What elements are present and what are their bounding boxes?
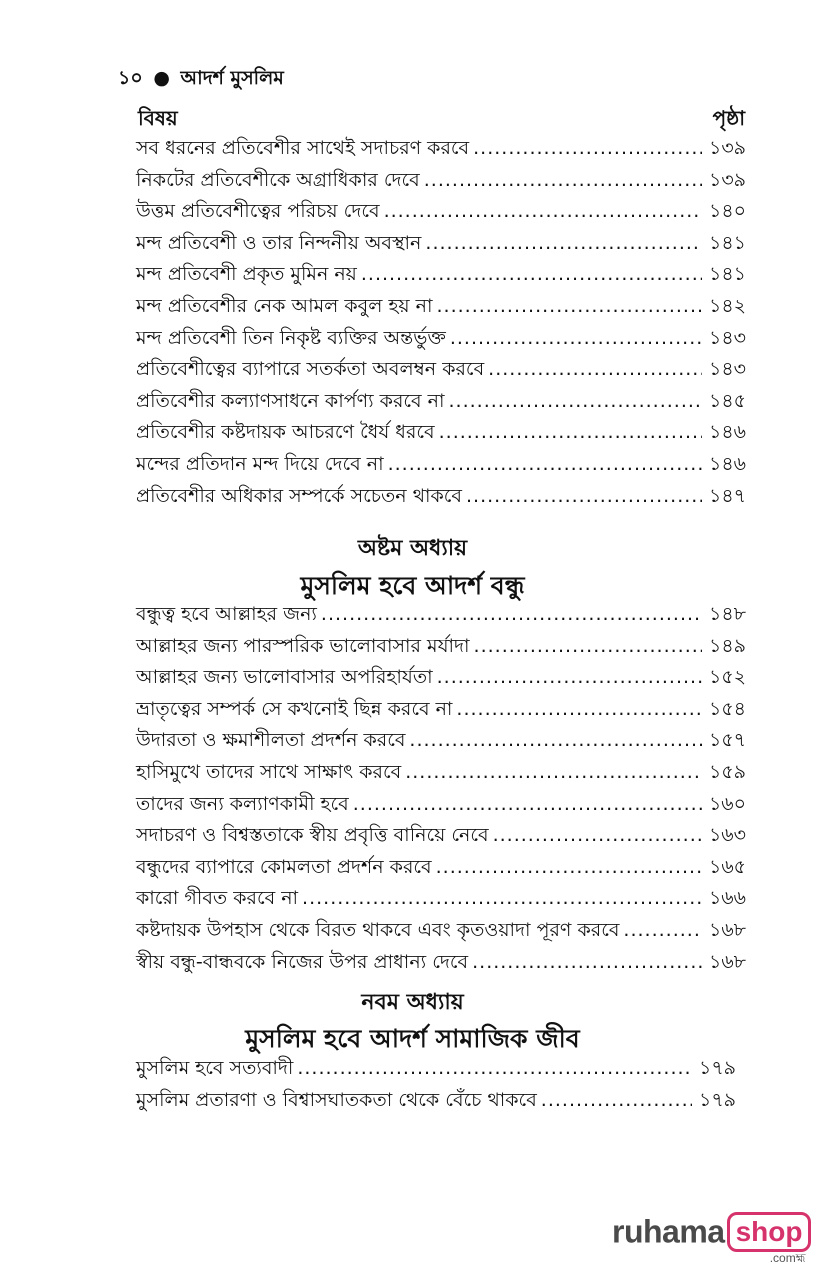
toc-entry-page: ১৬৮ xyxy=(708,918,746,941)
toc-entry-page: ১৪৮ xyxy=(709,603,746,625)
toc-entry-title: হাসিমুখে তাদের সাথে সাক্ষাৎ করবে xyxy=(136,760,402,783)
chapter-9-number: নবম অধ্যায় xyxy=(361,990,464,1015)
running-header xyxy=(118,64,284,96)
toc-entry-title: মন্দের প্রতিদান মন্দ দিয়ে দেবে না xyxy=(136,452,384,475)
toc-entry-title: বন্ধুদের ব্যাপারে কোমলতা প্রদর্শন করবে xyxy=(136,855,432,878)
dot-leader xyxy=(623,915,702,947)
toc-entry-page: ১৫৪ xyxy=(709,697,746,720)
toc-entry-page: ১৪১ xyxy=(709,231,746,254)
toc-entry-title: মুসলিম হবে সত্যবাদী xyxy=(136,1057,294,1079)
toc-entry-title: আল্লাহর জন্য পারস্পরিক ভালোবাসার মর্যাদা xyxy=(136,634,470,657)
toc-entry-page: ১৪৬ xyxy=(708,421,746,444)
toc-entry xyxy=(136,291,746,323)
toc-entry xyxy=(136,820,746,852)
page-number: ১০ xyxy=(118,67,143,89)
toc-entry-title: উত্তম প্রতিবেশীত্বের পরিচয় দেবে xyxy=(136,200,380,223)
page-column-heading: পৃষ্ঠা xyxy=(712,106,745,130)
logo-brand-text: ruhama xyxy=(612,1213,725,1250)
toc-entry xyxy=(136,947,746,979)
book-title: আদর্শ মুসলিম xyxy=(180,67,284,89)
toc-entry xyxy=(136,662,746,694)
dot-leader xyxy=(436,852,702,884)
toc-entry xyxy=(136,354,746,386)
dot-leader xyxy=(439,417,702,449)
toc-entry xyxy=(136,323,746,355)
toc-entry xyxy=(136,694,746,726)
dot-leader xyxy=(388,449,702,481)
toc-entry-title: সব ধরনের প্রতিবেশীর সাথেই সদাচরণ করবে xyxy=(136,137,470,159)
dot-leader xyxy=(466,481,702,513)
toc-entry-title: সদাচরণ ও বিশ্বস্ততাকে স্বীয় প্রবৃত্তি বানিয়ে নেবে xyxy=(136,824,489,847)
toc-entry xyxy=(136,725,746,757)
toc-entry xyxy=(136,915,746,947)
toc-entry-page: ১৪১ xyxy=(709,263,746,286)
toc-entry-page: ১৫৭ xyxy=(708,729,746,752)
toc-entry xyxy=(136,386,746,418)
toc-entry xyxy=(136,449,746,481)
toc-entry-page: ১৪৯ xyxy=(709,634,746,657)
toc-entry-title: উদারতা ও ক্ষমাশীলতা প্রদর্শন করবে xyxy=(136,729,406,752)
toc-entry-page: ১৭৯ xyxy=(698,1088,736,1111)
logo-shop-badge: shop xyxy=(727,1212,812,1252)
toc-entry-title: কষ্টদায়ক উপহাস থেকে বিরত থাকবে এবং কৃতওয়াদা পূরণ করবে xyxy=(136,918,620,941)
toc-entry xyxy=(136,259,746,291)
toc-entry-page: ১৪২ xyxy=(708,294,746,317)
dot-leader xyxy=(472,947,702,979)
dot-leader xyxy=(361,259,702,291)
toc-entry-page: ১৬০ xyxy=(708,792,746,815)
toc-entry xyxy=(136,631,746,663)
toc-entry xyxy=(136,599,746,631)
dot-leader xyxy=(541,1085,692,1117)
subject-column-heading: বিষয় xyxy=(138,106,178,130)
toc-entry-title: আল্লাহর জন্য ভালোবাসার অপরিহার্যতা xyxy=(136,666,433,689)
toc-entry-title: প্রতিবেশীর কষ্টদায়ক আচরণে ধৈর্য ধরবে xyxy=(136,421,435,444)
toc-entry-title: মন্দ প্রতিবেশী প্রকৃত মুমিন নয় xyxy=(136,263,357,286)
toc-entry-title: কারো গীবত করবে না xyxy=(136,887,299,910)
toc-entry xyxy=(136,852,746,884)
toc-entry xyxy=(136,883,746,915)
toc-entry-title: প্রতিবেশীর অধিকার সম্পর্কে সচেতন থাকবে xyxy=(136,484,463,507)
dot-leader xyxy=(321,599,702,631)
toc-entry-title: বন্ধুত্ব হবে আল্লাহর জন্য xyxy=(136,603,317,625)
toc-entry-page: ১৪৩ xyxy=(708,326,746,349)
toc-section-social xyxy=(136,1053,736,1116)
toc-entry xyxy=(136,757,746,789)
dot-leader xyxy=(353,789,702,821)
toc-entry-title: প্রতিবেশীর কল্যাণসাধনে কার্পণ্য করবে না xyxy=(136,389,445,412)
dot-leader xyxy=(473,133,702,165)
toc-entry xyxy=(136,481,746,513)
toc-entry-page: ১৪৩ xyxy=(708,358,746,381)
toc-entry xyxy=(136,196,746,228)
chapter-9-title: মুসলিম হবে আদর্শ সামাজিক জীব xyxy=(245,1024,580,1053)
toc-entry-title: ভ্রাতৃত্বের সম্পর্ক সে কখনোই ছিন্ন করবে না xyxy=(136,697,453,720)
toc-entry-title: মন্দ প্রতিবেশী ও তার নিন্দনীয় অবস্থান xyxy=(136,231,422,254)
dot-leader xyxy=(449,386,702,418)
toc-entry-page: ১৬৩ xyxy=(708,824,746,847)
toc-entry-page: ১৬৬ xyxy=(708,887,746,910)
dot-leader xyxy=(456,694,702,726)
bullet-separator: ● xyxy=(153,67,170,89)
toc-entry-title: নিকটের প্রতিবেশীকে অগ্রাধিকার দেবে xyxy=(136,168,420,191)
dot-leader xyxy=(384,196,702,228)
toc-section-neighbors xyxy=(136,133,746,512)
dot-leader xyxy=(425,228,702,260)
chapter-8-number: অষ্টম অধ্যায় xyxy=(357,536,468,561)
toc-entry-title: তাদের জন্য কল্যাণকামী হবে xyxy=(136,792,349,815)
chapter-8-title: মুসলিম হবে আদর্শ বন্ধু xyxy=(300,571,525,600)
toc-entry-title: মন্দ প্রতিবেশীর নেক আমল কবুল হয় না xyxy=(136,294,433,317)
toc-entry xyxy=(136,133,746,165)
toc-entry-page: ১৩৯ xyxy=(708,137,746,159)
toc-entry-title: স্বীয় বন্ধু-বান্ধবকে নিজের উপর প্রাধান্য দেবে xyxy=(136,950,469,973)
toc-entry xyxy=(136,417,746,449)
toc-entry-page: ১৫২ xyxy=(708,666,746,689)
toc-entry-page: ১৬৫ xyxy=(708,855,746,878)
dot-leader xyxy=(474,631,702,663)
toc-entry-page: ১৫৯ xyxy=(709,760,746,783)
toc-entry-title: প্রতিবেশীত্বের ব্যাপারে সতর্কতা অবলম্বন করবে xyxy=(136,358,485,381)
toc-entry xyxy=(136,1085,736,1117)
toc-entry xyxy=(136,1053,736,1085)
dot-leader xyxy=(424,165,702,197)
dot-leader xyxy=(437,662,702,694)
dot-leader xyxy=(302,883,702,915)
toc-entry xyxy=(136,228,746,260)
logo-domain-text: .comহ্ম xyxy=(769,1251,806,1265)
toc-entry-title: মুসলিম প্রতারণা ও বিশ্বাসঘাতকতা থেকে বেঁচে থাকবে xyxy=(136,1088,537,1111)
toc-entry-page: ১৪৫ xyxy=(709,389,746,412)
toc-section-friends xyxy=(136,599,746,978)
toc-entry-page: ১৪০ xyxy=(708,200,746,223)
dot-leader xyxy=(493,820,702,852)
toc-entry xyxy=(136,165,746,197)
toc-entry-page: ১৪৭ xyxy=(708,484,746,507)
dot-leader xyxy=(437,291,702,323)
dot-leader xyxy=(450,323,702,355)
dot-leader xyxy=(405,757,702,789)
dot-leader xyxy=(488,354,702,386)
toc-entry-page: ১৩৯ xyxy=(708,168,746,191)
toc-entry-page: ১৪৬ xyxy=(708,452,746,475)
toc-entry-page: ১৬৮ xyxy=(708,950,746,973)
dot-leader xyxy=(409,725,702,757)
toc-entry xyxy=(136,789,746,821)
dot-leader xyxy=(297,1053,692,1085)
toc-entry-title: মন্দ প্রতিবেশী তিন নিকৃষ্ট ব্যক্তির অন্তর্ভুক্ত xyxy=(136,326,446,349)
ruhamashop-watermark-logo xyxy=(612,1212,811,1265)
toc-entry-page: ১৭৯ xyxy=(698,1057,736,1079)
